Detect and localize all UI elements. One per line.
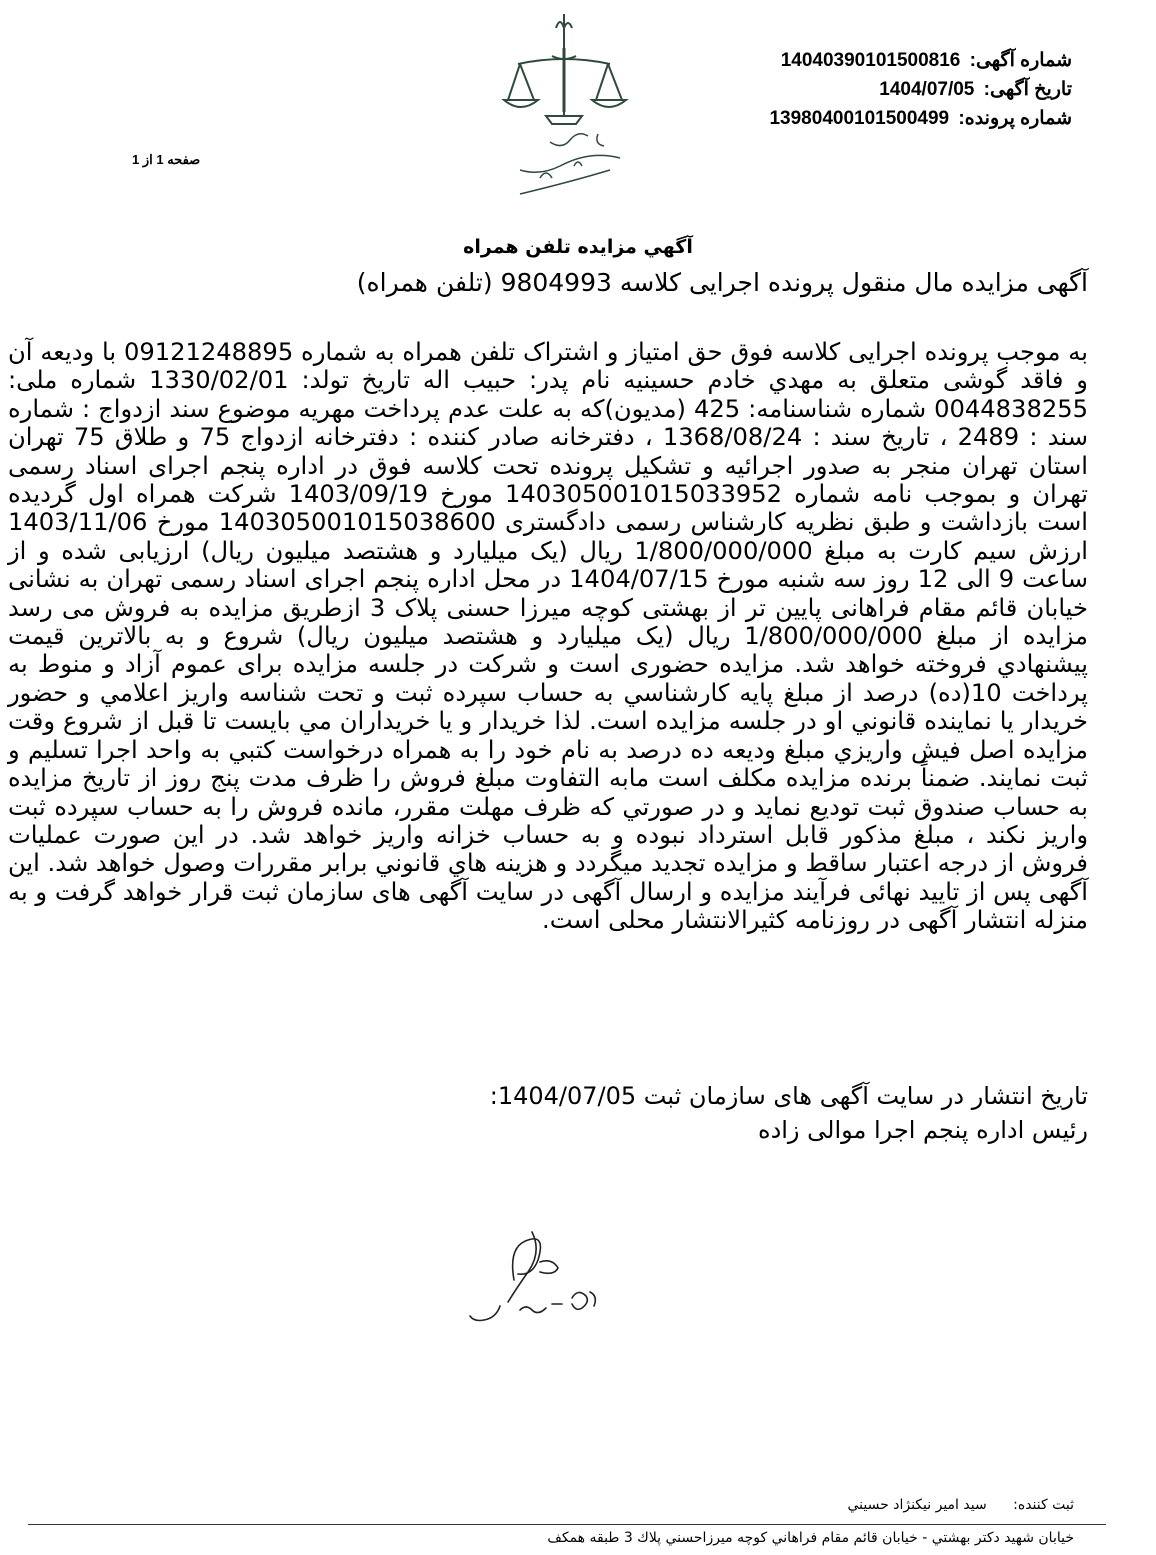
registrar-label: ثبت کننده: [1013, 1497, 1074, 1513]
publish-date-line: تاریخ انتشار در سایت آگهی های سازمان ثبت 1404/07/05: [489, 1082, 1088, 1110]
registrar-name: سيد امير نيكنژاد حسيني [847, 1497, 987, 1513]
office-chief-line: رئیس اداره پنجم اجرا موالی زاده [758, 1116, 1088, 1144]
case-number-row [652, 104, 1072, 133]
notice-body: به موجب پرونده اجرایی کلاسه فوق حق امتیاز و اشتراک تلفن همراه به شماره 09121248895 با ودیعه آن و فاقد گوشی متعلق به مهدي خادم حسينيه نام پدر: حبيب اله تاریخ تولد: 1330/02/01 شماره ملی: 0044838255 شماره شناسنامه: 425 (مدیون)که به علت عدم پرداخت مهریه موضوع سند ازدواج : شماره سند : 2489 ، تاریخ سند : 1368/08/24 ، دفترخانه صادر کننده : دفترخانه ازدواج 75 و طلاق 75 تهران استان تهران منجر به صدور اجرائیه و تشکیل پرونده تحت کلاسه فوق در اداره پنجم اجرای اسناد رسمی تهران و بموجب نامه شماره 140305001015033952 مورخ 1403/09/19 شرکت همراه اول گردیده است بازداشت و طبق نظریه کارشناس رسمی دادگستری 140305001015038600 مورخ 1403/11/06 ارزش سیم کارت به مبلغ 1/800/000/000 ریال (یک میلیارد و هشتصد میلیون ریال) ارزیابی شده و از ساعت 9 الی 12 روز سه شنبه مورخ 1404/07/15 در محل اداره پنجم اجرای اسناد رسمی تهران به نشانی خیابان قائم مقام فراهانی پایین تر از بهشتی کوچه میرزا حسنی پلاک 3 ازطریق مزایده به فروش می رسد مزایده از مبلغ 1/800/000/000 ریال (یک میلیارد و هشتصد میلیون ریال) شروع و به بالاترین قیمت پیشنهادي فروخته خواهد شد. مزايده حضوری است و شرکت در جلسه مزایده برای عموم آزاد و منوط به پرداخت 10(ده) درصد از مبلغ پايه كارشناسي به حساب سپرده ثبت و تحت شناسه واريز اعلامي و حضور خريدار يا نماينده قانوني او در جلسه مزايده است. لذا خريدار و يا خريداران مي بايست تا قبل از شروع وقت مزايده اصل فيش واريزي مبلغ وديعه ده درصد به نام خود را به همراه درخواست كتبي به واحد اجرا تسليم و ثبت نمايند. ضمناً برنده مزايده مكلف است مابه التفاوت مبلغ فروش را ظرف مدت پنج روز از تاريخ مزايده به حساب صندوق ثبت توديع نمايد و در صورتي كه ظرف مهلت مقرر، مانده فروش را به حساب سپرده ثبت واريز نكند ، مبلغ مذكور قابل استرداد نبوده و به حساب خزانه واريز خواهد شد. در اين صورت عمليات فروش از درجه اعتبار ساقط و مزايده تجديد ميگردد و هزينه هاي قانوني برابر مقررات وصول خواهد شد. این آگهی پس از تایید نهائی فرآیند مزایده و ارسال آگهی در سایت آگهی های سازمان ثبت قرار خواهد گرفت و به منزله انتشار آگهی در روزنامه کثیرالانتشار محلی است. [8, 338, 1088, 935]
ad-date-label: تاریخ آگهی: [983, 79, 1072, 100]
notice-title: آگهي مزايده تلفن همراه [463, 236, 693, 258]
ad-meta-block [652, 46, 1072, 133]
footer-divider [28, 1524, 1106, 1525]
page-indicator: صفحه 1 از 1 [132, 152, 201, 167]
ad-date-row [652, 75, 1072, 104]
office-address: خيابان شهيد دكتر بهشتي - خيابان قائم مقام فراهاني كوچه ميرزاحسني پلاك 3 طبقه همكف [547, 1530, 1074, 1546]
judiciary-emblem-icon [470, 8, 680, 208]
notice-subtitle: آگهی مزایده مال منقول پرونده اجرایی کلاسه 9804993 (تلفن همراه) [356, 268, 1088, 297]
handwritten-signature-icon [440, 1218, 640, 1328]
ad-number-value: 14040390101500816 [780, 50, 961, 71]
ad-number-row [652, 46, 1072, 75]
ad-number-label: شماره آگهی: [969, 50, 1072, 71]
registrar-line [848, 1497, 1074, 1513]
case-number-label: شماره پرونده: [958, 108, 1072, 129]
ad-date-value: 1404/07/05 [879, 79, 975, 100]
case-number-value: 13980400101500499 [769, 108, 950, 129]
